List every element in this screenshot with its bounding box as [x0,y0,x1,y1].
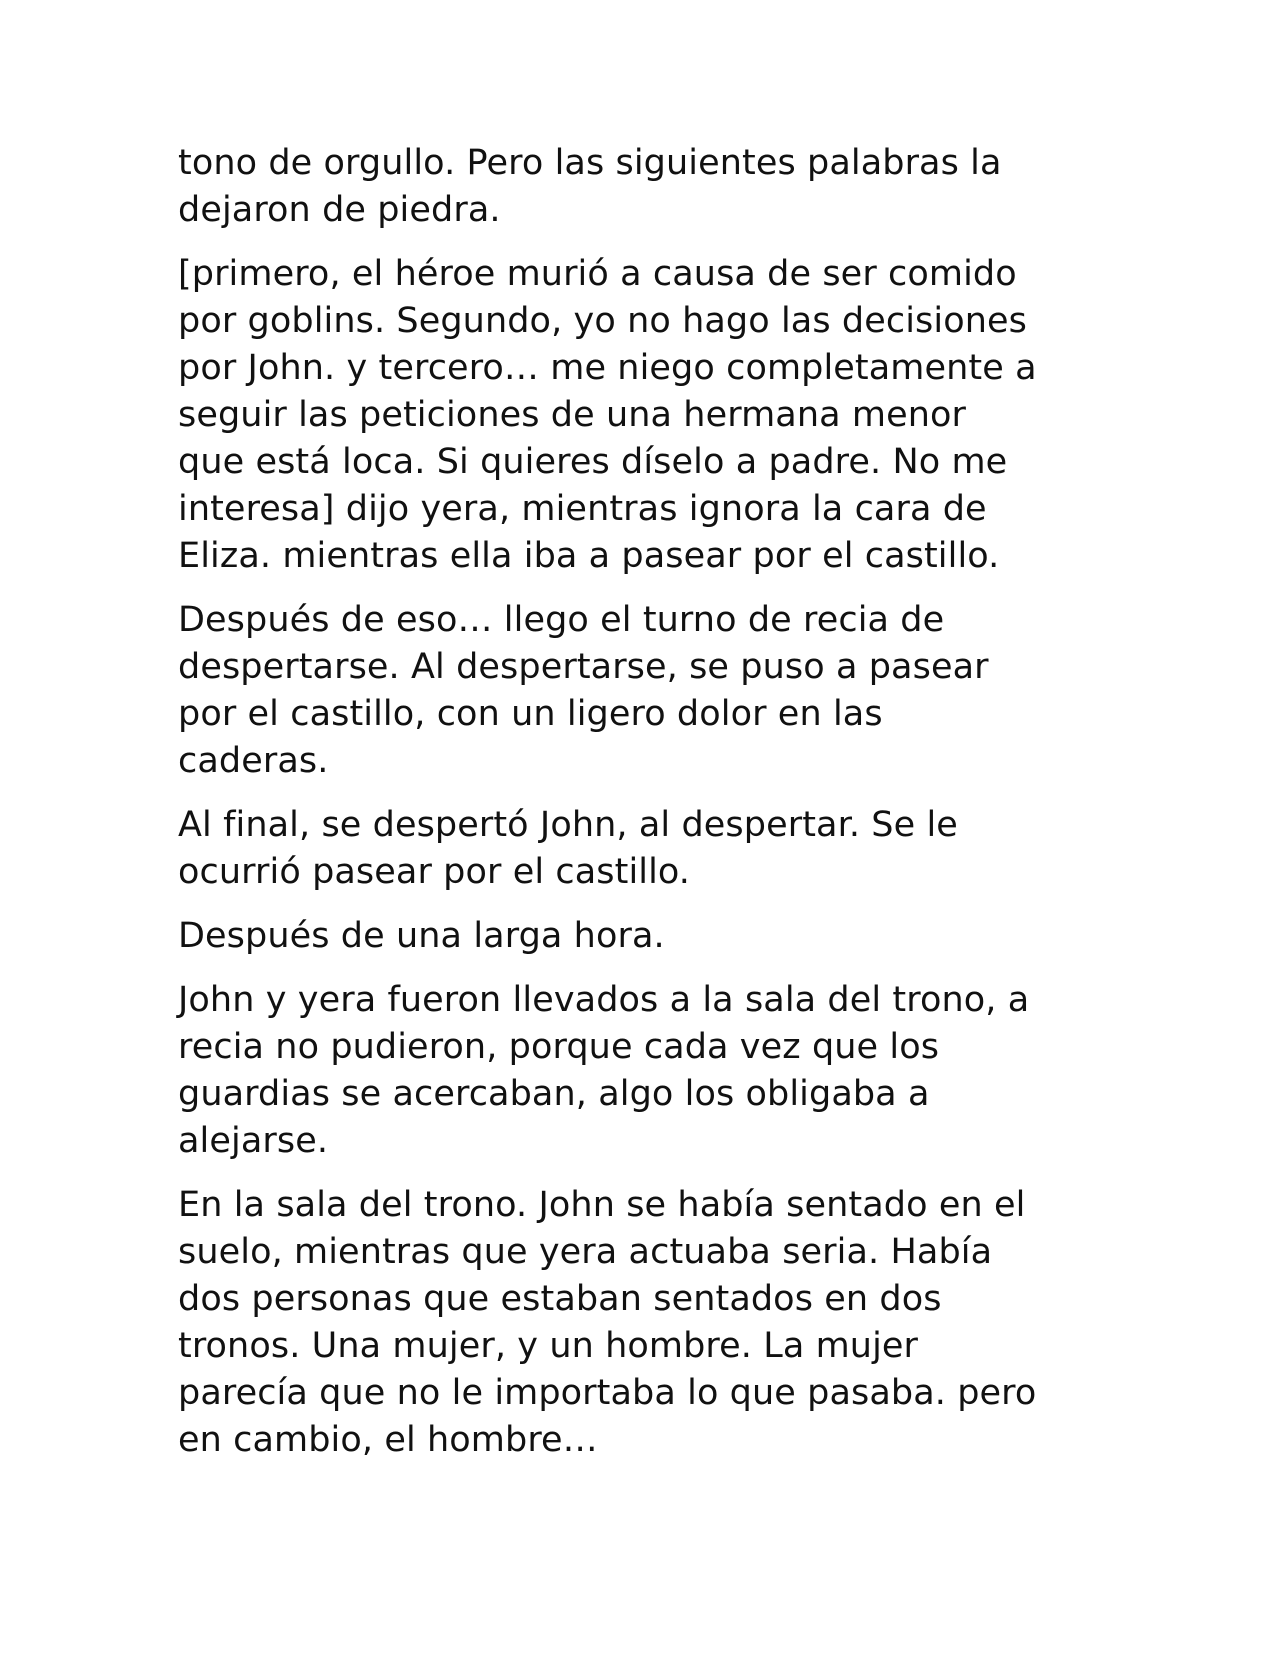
paragraph-7: En la sala del trono. John se había sentado en el suelo, mientras que yera actuaba seria. Había dos personas que estaban sentados en dos tronos. Una mujer, y un hombre. La mujer parecía que no le importaba lo que pasaba. pero en cambio, el hombre… [178,1185,1037,1460]
document-body [178,140,1118,1481]
paragraph-6: John y yera fueron llevados a la sala del trono, a recia no pudieron, porque cada vez que los guardias se acercaban, algo los obligaba a alejarse. [178,980,1030,1161]
paragraph-2: [primero, el héroe murió a causa de ser comido por goblins. Segundo, yo no hago las decisiones por John. y tercero… me niego completamente a seguir las peticiones de una hermana menor que está loca. Si quieres díselo a padre. No me interesa] dijo yera, mientras ignora la cara de Eliza. mientras ella iba a pasear por el castillo. [178,254,1037,576]
paragraph-3: Después de eso… llego el turno de recia de despertarse. Al despertarse, se puso a pasear por el castillo, con un ligero dolor en las caderas. [178,600,989,781]
paragraph-4: Al final, se despertó John, al despertar. Se le ocurrió pasear por el castillo. [178,805,958,892]
paragraph-5: Después de una larga hora. [178,916,665,956]
paragraph-1: tono de orgullo. Pero las siguientes palabras la dejaron de piedra. [178,143,1002,230]
